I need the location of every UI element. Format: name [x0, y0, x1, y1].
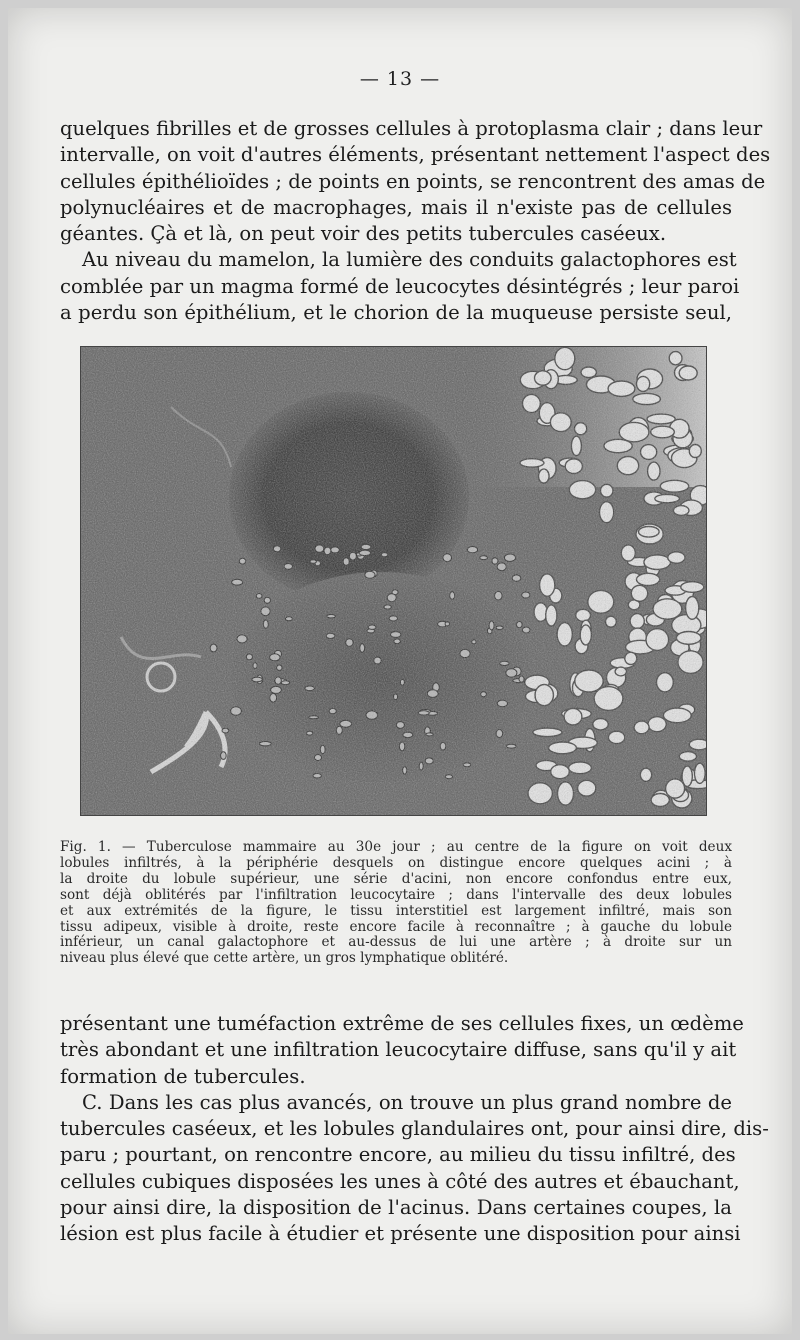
text-line: lésion est plus facile à étudier et présente une disposition pour ainsi	[60, 1222, 741, 1246]
text-line: polynucléaires et de macrophages, mais il n'existe pas de cellules	[60, 195, 732, 219]
text-line: présentant une tuméfaction extrême de ses cellules fixes, un œdème	[60, 1012, 744, 1035]
text-line: géantes. Çà et là, on peut voir des petits tubercules caséeux.	[60, 222, 667, 246]
caption-line: inférieur, un canal galactophore et au-dessus de lui une artère ; à droite sur un	[60, 934, 732, 951]
paragraph-bottom	[60, 1011, 769, 1248]
text-line: a perdu son épithélium, et le chorion de la muqueuse persiste seul,	[60, 301, 732, 325]
text-line: pour ainsi dire, la disposition de l'acinus. Dans certaines coupes, la	[60, 1196, 732, 1220]
figure-caption	[60, 840, 732, 967]
text-line: très abondant et une infiltration leucocytaire diffuse, sans qu'il y ait	[60, 1038, 737, 1062]
caption-line: la droite du lobule supérieur, une série d'acini, non encore confondus entre eux,	[60, 870, 732, 887]
text-line: tubercules caséeux, et les lobules glandulaires ont, pour ainsi dire, dis-	[60, 1117, 769, 1141]
text-line: paru ; pourtant, on rencontre encore, au milieu du tissu infiltré, des	[60, 1143, 736, 1167]
caption-line: Fig. 1. — Tuberculose mammaire au 30e jour ; au centre de la figure on voit deux	[60, 839, 732, 855]
caption-line: et aux extrémités de la figure, le tissu interstitiel est largement infiltré, mais son	[60, 902, 732, 919]
text-line: cellules cubiques disposées les unes à côté des autres et ébauchant,	[60, 1169, 740, 1193]
paragraph-top	[60, 116, 771, 326]
text-line: intervalle, on voit d'autres éléments, présentant nettement l'aspect des	[60, 143, 771, 167]
book-page	[8, 8, 792, 1334]
text-line: Au niveau du mamelon, la lumière des conduits galactophores est	[82, 248, 737, 272]
caption-line: niveau plus élevé que cette artère, un gros lymphatique oblitéré.	[60, 950, 509, 967]
page-number: — 13 —	[359, 68, 441, 90]
histology-micrograph	[80, 346, 707, 816]
text-line: C. Dans les cas plus avancés, on trouve un plus grand nombre de	[82, 1090, 732, 1114]
text-line: formation de tubercules.	[60, 1064, 306, 1088]
text-line: quelques fibrilles et de grosses cellules à protoplasma clair ; dans leur	[60, 117, 763, 140]
caption-line: sont déjà oblitérés par l'infiltration leucocytaire ; dans l'intervalle des deux lobules	[60, 886, 732, 903]
caption-line: lobules infiltrés, à la périphérie desquels on distingue encore quelques acini ; à	[60, 854, 732, 871]
text-line: comblée par un magma formé de leucocytes désintégrés ; leur paroi	[60, 274, 740, 298]
text-line: cellules épithélioïdes ; de points en points, se rencontrent des amas de	[60, 169, 766, 193]
caption-line: tissu adipeux, visible à droite, reste encore facile à reconnaître ; à gauche du lobule	[60, 918, 732, 935]
